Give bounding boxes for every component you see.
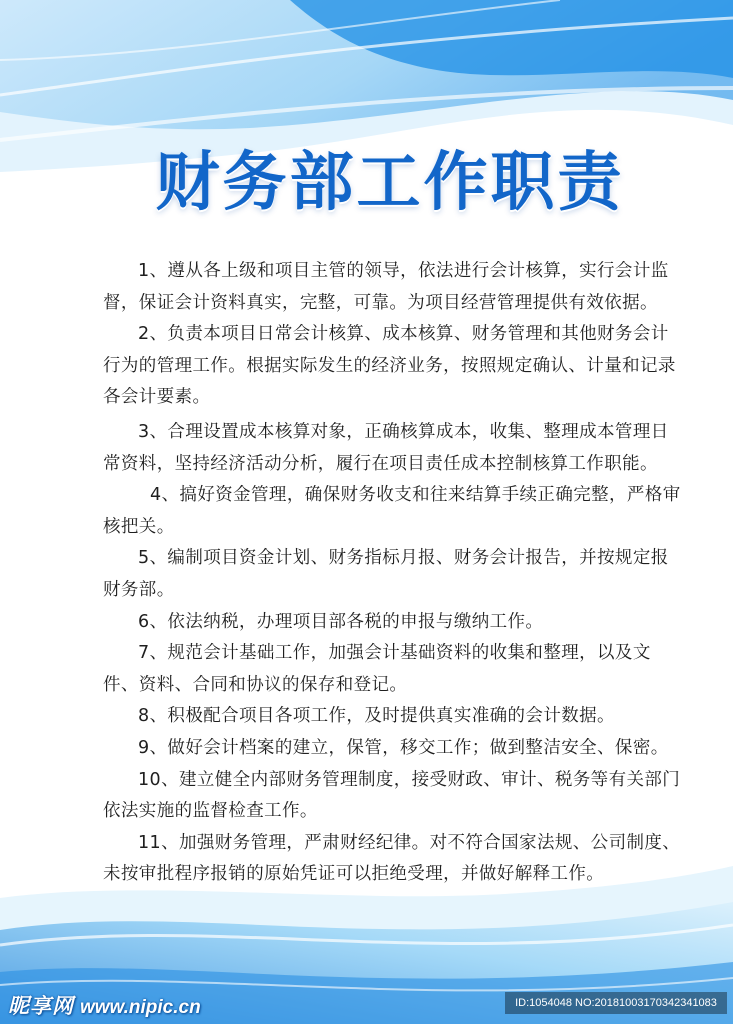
duty-item-1 <box>103 256 703 319</box>
duty-item-6 <box>103 607 703 639</box>
duty-item-2 <box>103 319 703 414</box>
item-line: 督，保证会计资料真实，完整，可靠。为项目经营管理提供有效依据。 <box>103 292 658 313</box>
page-title: 财务部工作职责 <box>155 146 625 220</box>
item-line: 未按审批程序报销的原始凭证可以拒绝受理，并做好解释工作。 <box>103 864 605 885</box>
item-line: 件、资料、合同和协议的保存和登记。 <box>103 674 408 695</box>
watermark-site-name: 昵享网 <box>8 994 74 1018</box>
item-line: 常资料，坚持经济活动分析，履行在项目责任成本控制核算工作职能。 <box>103 453 658 474</box>
item-line: 10、建立健全内部财务管理制度，接受财政、审计、税务等有关部门 <box>138 769 681 790</box>
item-line: 8、积极配合项目各项工作，及时提供真实准确的会计数据。 <box>138 706 615 727</box>
duty-item-9 <box>103 733 703 765</box>
duty-list <box>103 256 703 891</box>
item-line: 财务部。 <box>103 579 175 600</box>
duty-item-4 <box>103 480 703 543</box>
item-line: 7、规范会计基础工作，加强会计基础资料的收集和整理，以及文 <box>138 643 651 664</box>
site-watermark <box>8 990 201 1018</box>
item-line: 依法实施的监督检查工作。 <box>103 801 318 822</box>
item-line: 5、编制项目资金计划、财务指标月报、财务会计报告，并按规定报 <box>138 548 669 569</box>
duty-item-3 <box>103 417 703 480</box>
watermark-url: www.nipic.cn <box>80 997 201 1018</box>
item-line: 9、做好会计档案的建立，保管，移交工作；做到整洁安全、保密。 <box>138 737 669 758</box>
item-line: 11、加强财务管理，严肃财经纪律。对不符合国家法规、公司制度、 <box>138 832 681 853</box>
duty-item-8 <box>103 701 703 733</box>
duty-item-11 <box>103 828 703 891</box>
watermark-id-box: ID:1054048 NO:20181003170342341083 <box>505 992 727 1014</box>
duty-item-7 <box>103 638 703 701</box>
item-line: 各会计要素。 <box>103 387 211 408</box>
item-line: 3、合理设置成本核算对象，正确核算成本，收集、整理成本管理日 <box>138 421 669 442</box>
item-line: 行为的管理工作。根据实际发生的经济业务，按照规定确认、计量和记录 <box>103 355 676 376</box>
item-line: 6、依法纳税，办理项目部各税的申报与缴纳工作。 <box>138 611 544 632</box>
duty-item-5 <box>103 543 703 606</box>
item-line: 4、搞好资金管理，确保财务收支和往来结算手续正确完整，严格审 <box>150 485 681 506</box>
item-line: 核把关。 <box>103 516 175 537</box>
duty-item-10 <box>103 765 703 828</box>
item-line: 1、遵从各上级和项目主管的领导，依法进行会计核算，实行会计监 <box>138 261 669 281</box>
item-line: 2、负责本项目日常会计核算、成本核算、财务管理和其他财务会计 <box>138 324 669 345</box>
